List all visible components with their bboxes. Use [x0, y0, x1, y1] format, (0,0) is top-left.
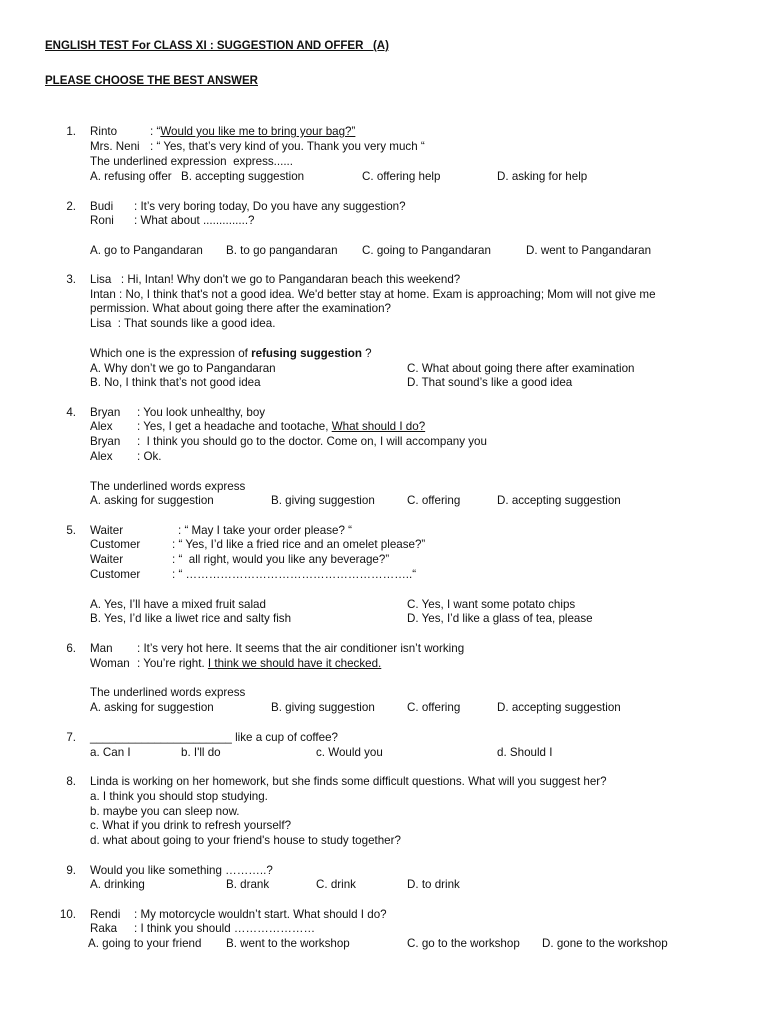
option-d[interactable]: D. accepting suggestion: [497, 701, 621, 714]
option-c[interactable]: C. offering help: [362, 170, 441, 183]
option-c[interactable]: C. offering: [407, 494, 461, 507]
option-d[interactable]: D. asking for help: [497, 170, 588, 183]
dialogue-line: : You look unhealthy, boy: [137, 406, 266, 419]
option-d[interactable]: D. Yes, I’d like a glass of tea, please: [407, 612, 593, 625]
dialogue-line: : It’s very hot here. It seems that the air conditioner isn’t working: [137, 642, 465, 655]
option-a[interactable]: A. asking for suggestion: [90, 494, 214, 507]
dialogue-line: : “Would you like me to bring your bag?”: [150, 125, 356, 138]
question-number: 8.: [66, 775, 76, 788]
question-number: 5.: [66, 524, 76, 537]
question-number: 9.: [66, 864, 76, 877]
underlined-expression: Would you like me to bring your bag?”: [160, 125, 356, 138]
speaker: Customer: [90, 538, 141, 551]
option-b[interactable]: B. Yes, I’d like a liwet rice and salty fish: [90, 612, 292, 625]
option-c[interactable]: C. going to Pangandaran: [362, 244, 491, 257]
option-b[interactable]: b. maybe you can sleep now.: [90, 805, 240, 818]
option-b[interactable]: B. went to the workshop: [226, 937, 350, 950]
speaker: Customer: [90, 568, 141, 581]
dialogue-line: : “ Yes, that’s very kind of you. Thank you very much “: [150, 140, 425, 153]
question-text: The underlined words express: [90, 686, 246, 699]
dialogue-line: : Ok.: [137, 450, 162, 463]
option-c[interactable]: C. What about going there after examination: [407, 362, 635, 375]
option-a[interactable]: A. asking for suggestion: [90, 701, 214, 714]
question-number: 6.: [66, 642, 76, 655]
question-text: Which one is the expression of refusing suggestion ?: [90, 347, 372, 360]
question-text: The underlined expression express......: [90, 155, 293, 168]
option-c[interactable]: c. What if you drink to refresh yourself?: [90, 819, 292, 832]
option-b[interactable]: b. I'll do: [181, 746, 221, 759]
dialogue-line: : What about ..............?: [134, 214, 255, 227]
option-b[interactable]: B. to go pangandaran: [226, 244, 338, 257]
option-c[interactable]: C. offering: [407, 701, 461, 714]
option-a[interactable]: A. refusing offer: [90, 170, 172, 183]
dialogue-line: : You’re right. I think we should have it checked.: [137, 657, 382, 670]
option-b[interactable]: B. accepting suggestion: [181, 170, 305, 183]
speaker: Bryan: [90, 435, 121, 448]
question-number: 10.: [59, 908, 76, 921]
option-a[interactable]: A. going to your friend: [88, 937, 202, 950]
dialogue-line: Lisa : That sounds like a good idea.: [90, 317, 276, 330]
speaker: Alex: [90, 450, 113, 463]
option-b[interactable]: B. drank: [226, 878, 270, 891]
option-a[interactable]: a. Can I: [90, 746, 131, 759]
speaker: Rendi: [90, 908, 121, 921]
question-number: 7.: [66, 731, 76, 744]
option-a[interactable]: A. Why don’t we go to Pangandaran: [90, 362, 276, 375]
option-d[interactable]: D. to drink: [407, 878, 460, 891]
dialogue-line: Lisa : Hi, Intan! Why don't we go to Pangandaran beach this weekend?: [90, 273, 461, 286]
option-c[interactable]: C. go to the workshop: [407, 937, 520, 950]
option-c[interactable]: c. Would you: [316, 746, 383, 759]
option-a[interactable]: A. drinking: [90, 878, 145, 891]
instruction: PLEASE CHOOSE THE BEST ANSWER: [45, 75, 258, 87]
question-number: 4.: [66, 406, 76, 419]
question-text: Linda is working on her homework, but she finds some difficult questions. What will you suggest her?: [90, 775, 607, 788]
speaker: Rinto: [90, 125, 118, 138]
underlined-expression: What should I do?: [331, 420, 426, 433]
speaker: Waiter: [90, 524, 124, 537]
speaker: Alex: [90, 420, 113, 433]
option-d[interactable]: D. accepting suggestion: [497, 494, 621, 507]
option-d[interactable]: D. gone to the workshop: [542, 937, 668, 950]
dialogue-line: : I think you should …………………: [134, 922, 316, 935]
option-d[interactable]: d. what about going to your friend's house to study together?: [90, 834, 401, 847]
option-d[interactable]: D. That sound’s like a good idea: [407, 376, 573, 389]
speaker: Budi: [90, 200, 114, 213]
dialogue-line: : “ Yes, I’d like a fried rice and an omelet please?”: [172, 538, 426, 551]
option-a[interactable]: A. Yes, I’ll have a mixed fruit salad: [90, 598, 266, 611]
option-b[interactable]: B. giving suggestion: [271, 701, 375, 714]
speaker: Raka: [90, 922, 118, 935]
dialogue-line: : I think you should go to the doctor. Come on, I will accompany you: [137, 435, 487, 448]
option-d[interactable]: d. Should I: [497, 746, 553, 759]
speaker: Waiter: [90, 553, 124, 566]
question-text: Would you like something ………..?: [90, 864, 273, 877]
dialogue-line: : “ all right, would you like any beverage?”: [172, 553, 390, 566]
speaker: Roni: [90, 214, 114, 227]
option-d[interactable]: D. went to Pangandaran: [526, 244, 652, 257]
option-b[interactable]: B. giving suggestion: [271, 494, 375, 507]
option-b[interactable]: B. No, I think that’s not good idea: [90, 376, 261, 389]
underlined-expression: I think we should have it checked.: [207, 657, 382, 670]
dialogue-line: : “ May I take your order please? “: [178, 524, 352, 537]
option-c[interactable]: C. drink: [316, 878, 356, 891]
dialogue-line: : “ …………………………………………………..“: [172, 568, 417, 581]
speaker: Mrs. Neni: [90, 140, 140, 153]
dialogue-line: : My motorcycle wouldn’t start. What should I do?: [134, 908, 387, 921]
option-a[interactable]: A. go to Pangandaran: [90, 244, 203, 257]
dialogue-line: permission. What about going there after the examination?: [90, 302, 391, 315]
question-number: 2.: [66, 200, 76, 213]
question-number: 1.: [66, 125, 76, 138]
page-title: ENGLISH TEST For CLASS XI : SUGGESTION AND OFFER (A): [45, 40, 389, 52]
question-text: ______________________ like a cup of coffee?: [90, 731, 338, 744]
speaker: Man: [90, 642, 113, 655]
dialogue-line: : Yes, I get a headache and tootache, What should I do?: [137, 420, 426, 433]
dialogue-line: : It’s very boring today, Do you have any suggestion?: [134, 200, 406, 213]
dialogue-line: Intan : No, I think that's not a good idea. We'd better stay at home. Exam is approaching; Mom will not give me: [90, 288, 656, 301]
option-a[interactable]: a. I think you should stop studying.: [90, 790, 268, 803]
option-c[interactable]: C. Yes, I want some potato chips: [407, 598, 576, 611]
speaker: Bryan: [90, 406, 121, 419]
question-text: The underlined words express: [90, 480, 246, 493]
speaker: Woman: [90, 657, 130, 670]
question-number: 3.: [66, 273, 76, 286]
